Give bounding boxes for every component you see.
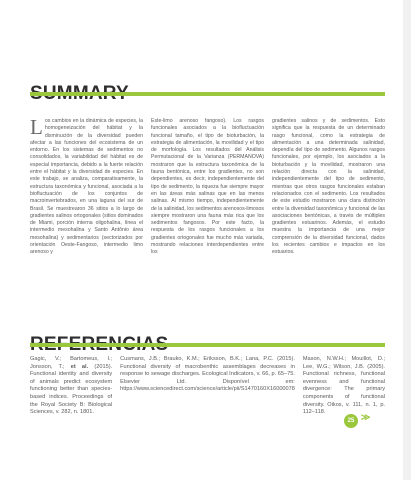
references-columns — [30, 356, 385, 417]
summary-text-2: Este-limo arenoso fangoso). Los rasgos funcionales asociados a la biofluctuación funcional tamaño, el tipo de bioturbación, la estrategia de alimentación, la movilidad y el tipo de morfología. Los resultados del Análisis Permutacional de la Varianza (PERMANOVA) mostraron que la estructura taxonómica de la fauna bentónica, entre los gradientes, no son dependientes, es decir, independientemente del tipo de sedimento, la riqueza fue siempre mayor en las áreas más salinas que en las menos salinas. Al mismo tiempo, independientemente de la salinidad, los sedimentos arenosos-limosos siempre mostraron una fauna más rica que los sedimentos fangosos. Por este facto, la respuesta de los rasgos funcionales a los gradientes ortogonales fue mucho más variada, mostrando relaciones interdependientes entre los — [151, 118, 264, 256]
summary-column-3 — [272, 118, 385, 257]
summary-text-1: os cambios en la dinámica de especies, la homogeneización del hábitat y la disminución de la diversidad pueden afectar a las funciones del ecosistema de un entorno. En los sistemas de sedimentos no consolidados, la variabilidad del hábitat es de especial importancia, debido a la fuerte relación entre el hábitat y la diversidad de especies. En este trabajo, se analiza, comparativamente, la estructura taxonómica y funcional, asociada a la biofluctuación de los conjuntos de macroinvertebrados, en una laguna del sur de Brasil. Se muestrearon 36 sitios a lo largo de gradientes salinos ortogonales (sitios dominados de Miami, porción interna oligohalina, línea el intermedio mesohalina y Santo Antônio área mesohalina) y sedimentarios (sectorizados por orientación Oeste-Fangoso, intermedio limo arenoso y — [30, 118, 143, 256]
reference-1 — [30, 356, 112, 417]
reference-1-authors: Gagic, V.; Bartomeus, I.; Jonsson, T.; — [30, 356, 113, 370]
summary-column-2 — [151, 118, 264, 257]
reference-2: Cusmans, J.B.; Brauko, K.M.; Eriksson, B.K.; Lana, P.C. (2015). Functional diversity of macrobenthic assemblages decreases in response to sewage discharges. Ecological Indicators, v. 66, p. 65–75. Elsevier Ltd. Disponível em: https://www.sciencedirect.com/science/article/pii/S1470160X16000078 — [120, 356, 295, 393]
reference-column-2 — [120, 356, 295, 417]
summary-columns — [30, 115, 385, 257]
summary-text-3: gradientes salinos y de sedimentos. Esto significa que la respuesta de un determinado rasgo funcional, como la estrategia de alimentación a una determinada salinidad, dependía del tipo de sedimento. Algunos rasgos funcionales, por ejemplo, los asociados a la bioturbación y la movilidad, mostraron una relación directa con la salinidad, independientemente del tipo de sedimento, mientras que otros rasgos funcionales estaban relacionados con el sedimento. Los resultados de este estudio mostraron una clara distinción entre la diversidad taxonómica y funcional de las asociaciones bentónicas, a través de múltiples gradientes estuarinos. Además, el estudio muestra la importancia de una mejor comprensión de la diversidad funcional, dados los recientes cambios e impactos en los estuarios. — [272, 118, 385, 256]
drop-cap: L — [30, 115, 43, 139]
page-number-badge: 25 — [344, 414, 358, 428]
page-edge-strip — [403, 0, 411, 480]
reference-3: Mason, N.W.H.; Mouillot, D.; Lee, W.G.; Wilson, J.B. (2005). Functional richness, functional evenness and functional divergence: The primary components of functional diversity. Oikos, v. 111, n. 1, p. 112–118. — [302, 356, 385, 416]
reference-column-3 — [303, 356, 385, 417]
summary-divider — [30, 92, 385, 96]
reference-1-body: (2015). Functional identity and diversity of animals predict ecosystem functioning better than species-based indices. Proceedings of the Royal Society B: Biological Sciences, v. 282, n. 1801. — [30, 363, 113, 416]
reference-column-1 — [30, 356, 112, 417]
references-divider — [30, 343, 385, 347]
chevron-right-icon[interactable]: ≫ — [361, 412, 371, 422]
reference-1-etal: et al. — [70, 363, 89, 370]
summary-column-1 — [30, 115, 143, 257]
